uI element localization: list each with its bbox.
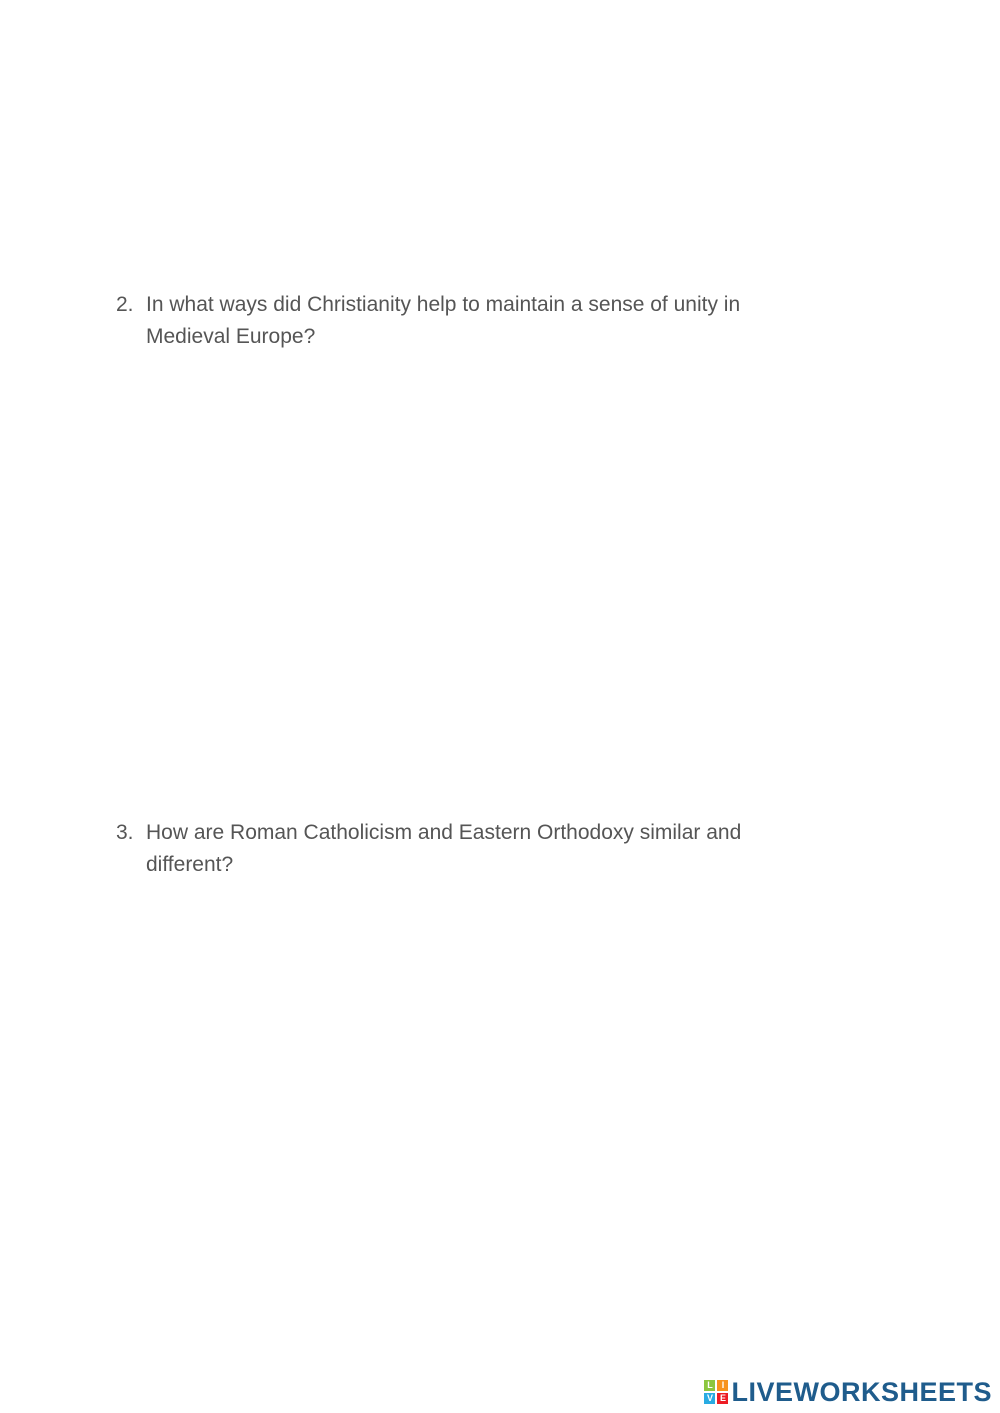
logo-letter-i: I — [717, 1380, 728, 1391]
question-text: How are Roman Catholicism and Eastern Orthodoxy similar and different? — [146, 821, 742, 876]
logo-letter-e: E — [717, 1393, 728, 1404]
question-3 — [116, 817, 816, 881]
logo-icon — [704, 1380, 728, 1404]
question-text: In what ways did Christianity help to maintain a sense of unity in Medieval Europe? — [146, 293, 741, 348]
liveworksheets-logo — [704, 1379, 992, 1405]
question-2 — [116, 289, 816, 353]
question-number: 3. — [116, 821, 134, 844]
logo-text: LIVEWORKSHEETS — [731, 1377, 992, 1407]
logo-letter-l: L — [704, 1380, 715, 1391]
question-number: 2. — [116, 293, 134, 316]
logo-letter-v: V — [704, 1393, 715, 1404]
